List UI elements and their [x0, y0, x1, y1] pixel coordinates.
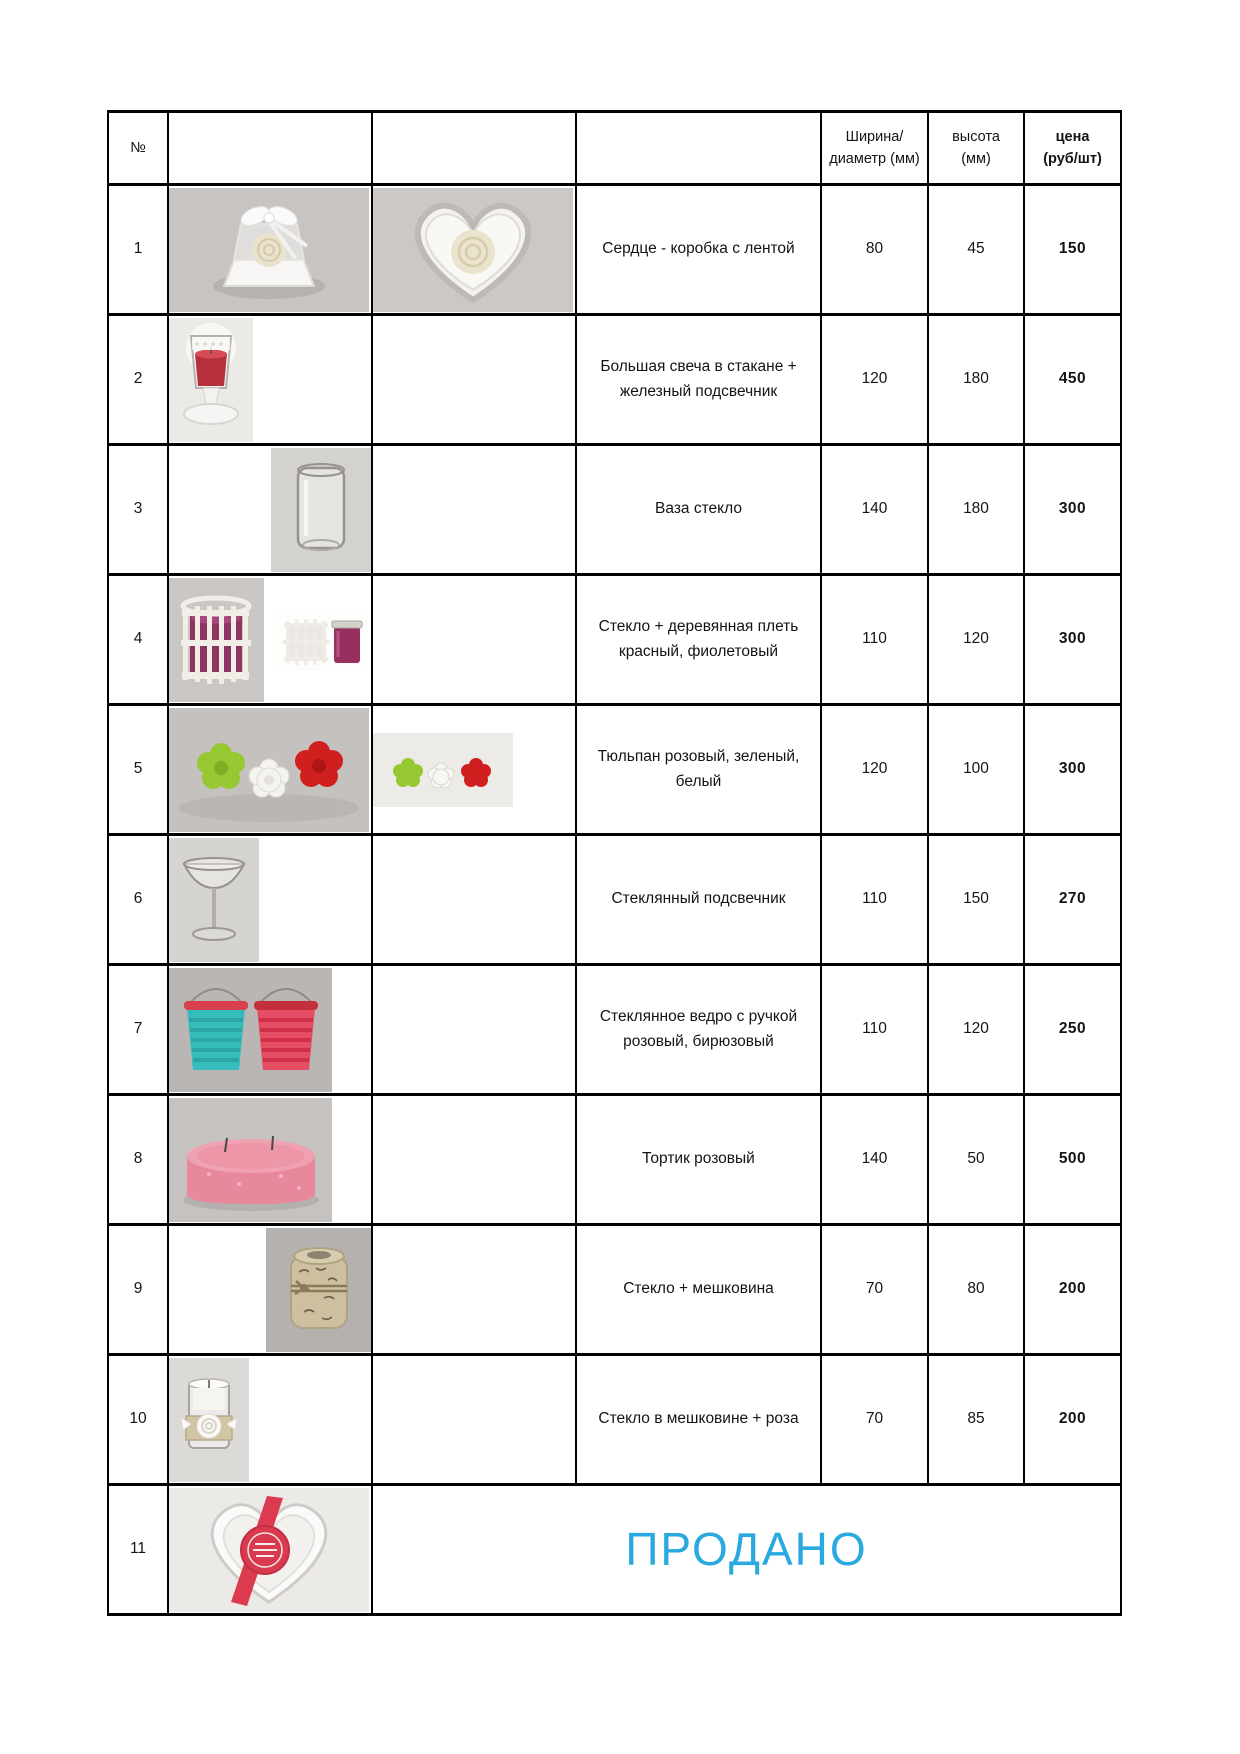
cell-description: Стеклянное ведро с ручкой розовый, бирюзовый [576, 965, 821, 1095]
product-photo-burlap-jar [266, 1228, 371, 1352]
header-width [821, 112, 928, 185]
cell-height: 180 [928, 445, 1024, 575]
table-row [108, 705, 1121, 835]
cell-photo-2 [372, 315, 576, 445]
cell-sold [372, 1485, 1121, 1615]
cell-width: 110 [821, 835, 928, 965]
cell-width: 70 [821, 1355, 928, 1485]
header-height [928, 112, 1024, 185]
cell-price: 200 [1024, 1355, 1121, 1485]
cell-height: 180 [928, 315, 1024, 445]
cell-width: 140 [821, 445, 928, 575]
photo-wrap [169, 1098, 371, 1222]
cell-photo-1 [168, 1225, 372, 1355]
photo-wrap [169, 578, 371, 702]
table-row [108, 185, 1121, 315]
cell-photo-2 [372, 1095, 576, 1225]
cell-number: 5 [108, 705, 168, 835]
product-photo-lattice-jar-small [274, 609, 368, 671]
cell-number: 2 [108, 315, 168, 445]
cell-description: Сердце - коробка с лентой [576, 185, 821, 315]
product-photo-heart-dish-red [169, 1488, 369, 1612]
cell-number: 9 [108, 1225, 168, 1355]
cell-photo-1 [168, 315, 372, 445]
cell-photo-1 [168, 835, 372, 965]
cell-width: 110 [821, 575, 928, 705]
header-width-line1: Ширина/ [845, 128, 904, 145]
photo-wrap [169, 188, 371, 312]
photo-wrap [169, 1488, 371, 1612]
product-photo-tulips-grey [169, 708, 369, 832]
product-photo-heart-candle-box [169, 188, 369, 312]
cell-price: 250 [1024, 965, 1121, 1095]
cell-price: 450 [1024, 315, 1121, 445]
cell-price: 270 [1024, 835, 1121, 965]
product-photo-candle-glass-pedestal [169, 318, 253, 442]
cell-number: 7 [108, 965, 168, 1095]
cell-photo-2 [372, 835, 576, 965]
cell-description: Стекло в мешковине + роза [576, 1355, 821, 1485]
table-row [108, 1225, 1121, 1355]
cell-description: Ваза стекло [576, 445, 821, 575]
cell-price: 150 [1024, 185, 1121, 315]
table-row [108, 575, 1121, 705]
cell-photo-1 [168, 185, 372, 315]
cell-height: 80 [928, 1225, 1024, 1355]
table-row [108, 965, 1121, 1095]
cell-number: 6 [108, 835, 168, 965]
cell-photo-1 [168, 575, 372, 705]
cell-height: 85 [928, 1355, 1024, 1485]
cell-description: Тортик розовый [576, 1095, 821, 1225]
photo-wrap [169, 318, 371, 442]
cell-price: 500 [1024, 1095, 1121, 1225]
header-height-line2: (мм) [961, 151, 991, 167]
cell-height: 120 [928, 965, 1024, 1095]
cell-photo-2 [372, 1355, 576, 1485]
table-row [108, 1095, 1121, 1225]
cell-photo-1 [168, 965, 372, 1095]
price-table [107, 110, 1122, 1616]
product-photo-lattice-red [169, 578, 264, 702]
photo-wrap [373, 733, 575, 807]
cell-price: 300 [1024, 445, 1121, 575]
cell-width: 140 [821, 1095, 928, 1225]
product-photo-tulips-white [373, 733, 513, 807]
header-photo1 [168, 112, 372, 185]
cell-photo-1 [168, 445, 372, 575]
header-width-line2: диаметр (мм) [829, 151, 920, 167]
cell-number: 1 [108, 185, 168, 315]
cell-number: 8 [108, 1095, 168, 1225]
photo-wrap [373, 188, 575, 312]
product-photo-pink-cake [169, 1098, 332, 1222]
cell-width: 120 [821, 705, 928, 835]
cell-number: 10 [108, 1355, 168, 1485]
cell-number: 4 [108, 575, 168, 705]
cell-description: Стекло + деревянная плеть красный, фиолетовый [576, 575, 821, 705]
cell-price: 300 [1024, 575, 1121, 705]
cell-height: 120 [928, 575, 1024, 705]
cell-price: 200 [1024, 1225, 1121, 1355]
cell-photo-1 [168, 705, 372, 835]
cell-height: 45 [928, 185, 1024, 315]
header-height-line1: высота [952, 128, 1000, 145]
cell-height: 100 [928, 705, 1024, 835]
header-description [576, 112, 821, 185]
cell-description: Стекло + мешковина [576, 1225, 821, 1355]
header-price-line1: цена [1055, 128, 1090, 145]
photo-wrap [169, 968, 371, 1092]
cell-photo-1 [168, 1095, 372, 1225]
header-no: № [108, 112, 168, 185]
header-price [1024, 112, 1121, 185]
cell-width: 120 [821, 315, 928, 445]
cell-number: 3 [108, 445, 168, 575]
sold-label: ПРОДАНО [625, 1522, 868, 1575]
cell-photo-2 [372, 445, 576, 575]
cell-photo-2 [372, 965, 576, 1095]
cell-price: 300 [1024, 705, 1121, 835]
product-photo-glass-heart-rose [373, 188, 573, 312]
table-row [108, 315, 1121, 445]
header-price-line2: (руб/шт) [1043, 151, 1102, 167]
cell-photo-1 [168, 1485, 372, 1615]
cell-width: 80 [821, 185, 928, 315]
cell-description: Тюльпан розовый, зеленый, белый [576, 705, 821, 835]
photo-wrap [169, 448, 371, 572]
photo-wrap [169, 1358, 371, 1482]
table-row [108, 1485, 1121, 1615]
product-photo-glass-vase [271, 448, 371, 572]
photo-wrap [169, 708, 371, 832]
cell-photo-1 [168, 1355, 372, 1485]
cell-height: 150 [928, 835, 1024, 965]
product-photo-buckets [169, 968, 332, 1092]
table-row [108, 835, 1121, 965]
cell-description: Большая свеча в стакане + железный подсвечник [576, 315, 821, 445]
product-photo-votive-rose [169, 1358, 249, 1482]
table-header-row [108, 112, 1121, 185]
cell-photo-2 [372, 705, 576, 835]
cell-width: 70 [821, 1225, 928, 1355]
cell-width: 110 [821, 965, 928, 1095]
cell-photo-2 [372, 575, 576, 705]
photo-wrap [169, 838, 371, 962]
table-row [108, 1355, 1121, 1485]
cell-photo-2 [372, 1225, 576, 1355]
table-row [108, 445, 1121, 575]
cell-height: 50 [928, 1095, 1024, 1225]
cell-description: Стеклянный подсвечник [576, 835, 821, 965]
cell-number: 11 [108, 1485, 168, 1615]
header-photo2 [372, 112, 576, 185]
product-photo-glass-stem-holder [169, 838, 259, 962]
photo-wrap [169, 1228, 371, 1352]
cell-photo-2 [372, 185, 576, 315]
